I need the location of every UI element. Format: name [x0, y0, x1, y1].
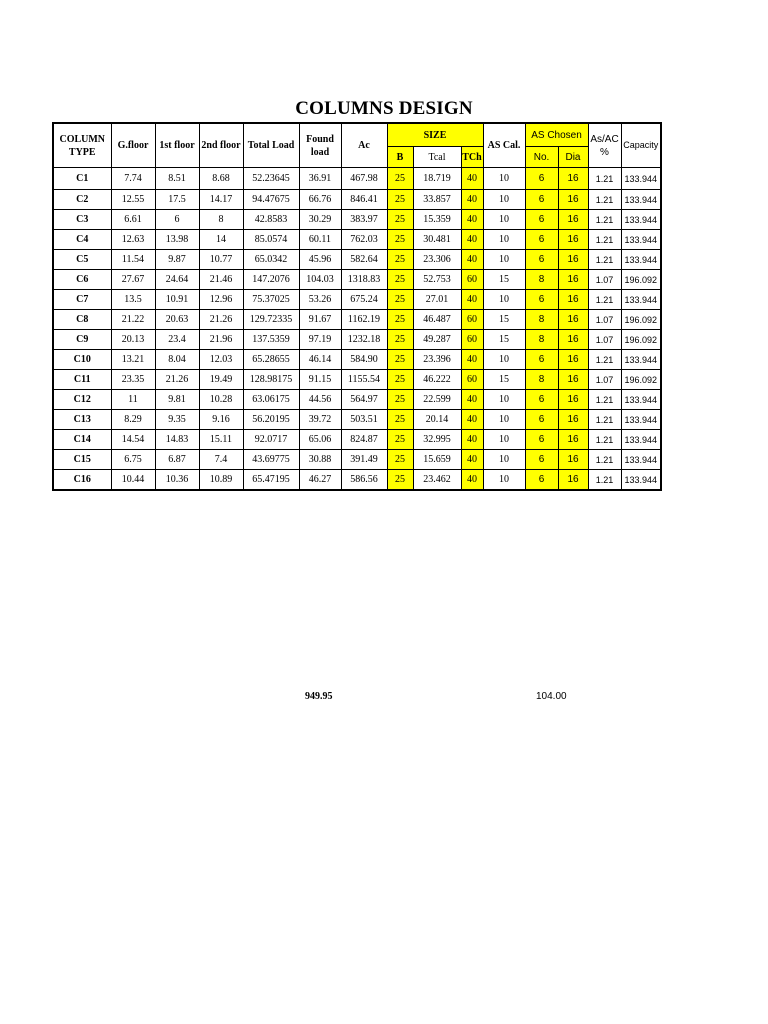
cell-dia: 16 [558, 470, 588, 491]
cell-first-floor: 21.26 [155, 370, 199, 390]
cell-as-ac: 1.07 [588, 310, 621, 330]
cell-tch: 40 [461, 470, 483, 491]
cell-column-type: C9 [53, 330, 111, 350]
cell-second-floor: 21.26 [199, 310, 243, 330]
table-row [53, 350, 661, 370]
header-g-floor: G.floor [111, 123, 155, 168]
cell-capacity: 133.944 [621, 470, 661, 491]
cell-ac: 503.51 [341, 410, 387, 430]
cell-ac: 582.64 [341, 250, 387, 270]
header-found-load: Found load [299, 123, 341, 168]
cell-found-load: 46.14 [299, 350, 341, 370]
header-capacity: Capacity [621, 123, 661, 168]
cell-capacity: 133.944 [621, 230, 661, 250]
cell-as-cal: 10 [483, 210, 525, 230]
cell-total-load: 63.06175 [243, 390, 299, 410]
cell-total-load: 52.23645 [243, 168, 299, 190]
cell-b: 25 [387, 230, 413, 250]
cell-second-floor: 8.68 [199, 168, 243, 190]
cell-ac: 1232.18 [341, 330, 387, 350]
cell-tcal: 32.995 [413, 430, 461, 450]
cell-total-load: 65.47195 [243, 470, 299, 491]
cell-ac: 1162.19 [341, 310, 387, 330]
cell-as-cal: 15 [483, 270, 525, 290]
cell-b: 25 [387, 430, 413, 450]
cell-first-floor: 24.64 [155, 270, 199, 290]
cell-g-floor: 12.63 [111, 230, 155, 250]
cell-ac: 762.03 [341, 230, 387, 250]
cell-dia: 16 [558, 390, 588, 410]
cell-column-type: C5 [53, 250, 111, 270]
cell-ac: 824.87 [341, 430, 387, 450]
cell-no: 6 [525, 430, 558, 450]
cell-total-load: 129.72335 [243, 310, 299, 330]
cell-first-floor: 14.83 [155, 430, 199, 450]
table-row [53, 410, 661, 430]
cell-dia: 16 [558, 450, 588, 470]
cell-second-floor: 8 [199, 210, 243, 230]
cell-first-floor: 17.5 [155, 190, 199, 210]
cell-tch: 40 [461, 168, 483, 190]
cell-tch: 40 [461, 190, 483, 210]
cell-as-cal: 15 [483, 370, 525, 390]
cell-g-floor: 27.67 [111, 270, 155, 290]
cell-second-floor: 7.4 [199, 450, 243, 470]
cell-no: 6 [525, 450, 558, 470]
table-body [53, 168, 661, 491]
cell-tcal: 46.222 [413, 370, 461, 390]
cell-g-floor: 6.75 [111, 450, 155, 470]
cell-tcal: 49.287 [413, 330, 461, 350]
cell-as-ac: 1.07 [588, 330, 621, 350]
cell-ac: 846.41 [341, 190, 387, 210]
cell-total-load: 137.5359 [243, 330, 299, 350]
cell-g-floor: 23.35 [111, 370, 155, 390]
cell-ac: 564.97 [341, 390, 387, 410]
cell-as-cal: 10 [483, 250, 525, 270]
cell-b: 25 [387, 168, 413, 190]
cell-first-floor: 6 [155, 210, 199, 230]
cell-column-type: C15 [53, 450, 111, 470]
header-no: No. [525, 147, 558, 168]
cell-as-cal: 15 [483, 330, 525, 350]
cell-column-type: C13 [53, 410, 111, 430]
cell-ac: 1155.54 [341, 370, 387, 390]
cell-column-type: C14 [53, 430, 111, 450]
cell-column-type: C16 [53, 470, 111, 491]
cell-as-cal: 10 [483, 450, 525, 470]
cell-tcal: 18.719 [413, 168, 461, 190]
cell-found-load: 53.26 [299, 290, 341, 310]
cell-total-load: 42.8583 [243, 210, 299, 230]
cell-found-load: 60.11 [299, 230, 341, 250]
cell-as-ac: 1.21 [588, 290, 621, 310]
cell-ac: 586.56 [341, 470, 387, 491]
cell-capacity: 133.944 [621, 250, 661, 270]
cell-tch: 40 [461, 250, 483, 270]
header-ac: Ac [341, 123, 387, 168]
cell-no: 6 [525, 250, 558, 270]
cell-column-type: C3 [53, 210, 111, 230]
cell-capacity: 196.092 [621, 330, 661, 350]
cell-dia: 16 [558, 168, 588, 190]
cell-as-cal: 10 [483, 410, 525, 430]
cell-second-floor: 15.11 [199, 430, 243, 450]
cell-g-floor: 11 [111, 390, 155, 410]
table-row [53, 450, 661, 470]
cell-as-ac: 1.21 [588, 390, 621, 410]
cell-found-load: 30.29 [299, 210, 341, 230]
cell-g-floor: 8.29 [111, 410, 155, 430]
cell-tch: 40 [461, 210, 483, 230]
cell-dia: 16 [558, 290, 588, 310]
cell-no: 8 [525, 330, 558, 350]
cell-column-type: C12 [53, 390, 111, 410]
table-row [53, 290, 661, 310]
cell-second-floor: 12.96 [199, 290, 243, 310]
cell-dia: 16 [558, 270, 588, 290]
cell-tch: 60 [461, 270, 483, 290]
cell-tcal: 52.753 [413, 270, 461, 290]
cell-as-ac: 1.21 [588, 230, 621, 250]
cell-tcal: 33.857 [413, 190, 461, 210]
cell-as-ac: 1.21 [588, 410, 621, 430]
cell-second-floor: 10.77 [199, 250, 243, 270]
cell-g-floor: 7.74 [111, 168, 155, 190]
cell-capacity: 196.092 [621, 270, 661, 290]
cell-found-load: 91.67 [299, 310, 341, 330]
cell-b: 25 [387, 190, 413, 210]
cell-capacity: 196.092 [621, 310, 661, 330]
cell-as-ac: 1.07 [588, 270, 621, 290]
page-title: COLUMNS DESIGN [295, 98, 473, 119]
table-row [53, 470, 661, 491]
cell-tcal: 30.481 [413, 230, 461, 250]
header-tch: TCh [461, 147, 483, 168]
cell-ac: 584.90 [341, 350, 387, 370]
cell-b: 25 [387, 370, 413, 390]
cell-as-ac: 1.07 [588, 370, 621, 390]
cell-column-type: C4 [53, 230, 111, 250]
cell-as-cal: 10 [483, 190, 525, 210]
cell-second-floor: 14 [199, 230, 243, 250]
cell-found-load: 45.96 [299, 250, 341, 270]
cell-tch: 40 [461, 410, 483, 430]
header-dia: Dia [558, 147, 588, 168]
cell-g-floor: 6.61 [111, 210, 155, 230]
table-row [53, 370, 661, 390]
cell-total-load: 43.69775 [243, 450, 299, 470]
cell-as-cal: 10 [483, 430, 525, 450]
cell-dia: 16 [558, 330, 588, 350]
cell-g-floor: 13.5 [111, 290, 155, 310]
cell-as-cal: 10 [483, 230, 525, 250]
cell-second-floor: 21.46 [199, 270, 243, 290]
cell-column-type: C6 [53, 270, 111, 290]
cell-b: 25 [387, 390, 413, 410]
cell-second-floor: 10.28 [199, 390, 243, 410]
cell-as-cal: 10 [483, 350, 525, 370]
cell-no: 6 [525, 410, 558, 430]
cell-g-floor: 21.22 [111, 310, 155, 330]
cell-tcal: 46.487 [413, 310, 461, 330]
cell-b: 25 [387, 450, 413, 470]
cell-tch: 40 [461, 230, 483, 250]
table-row [53, 270, 661, 290]
table-row [53, 310, 661, 330]
cell-as-cal: 15 [483, 310, 525, 330]
cell-second-floor: 12.03 [199, 350, 243, 370]
cell-dia: 16 [558, 410, 588, 430]
cell-b: 25 [387, 290, 413, 310]
cell-capacity: 133.944 [621, 390, 661, 410]
cell-g-floor: 10.44 [111, 470, 155, 491]
cell-tcal: 20.14 [413, 410, 461, 430]
cell-found-load: 36.91 [299, 168, 341, 190]
cell-b: 25 [387, 350, 413, 370]
cell-second-floor: 14.17 [199, 190, 243, 210]
cell-found-load: 30.88 [299, 450, 341, 470]
cell-found-load: 104.03 [299, 270, 341, 290]
cell-dia: 16 [558, 350, 588, 370]
cell-found-load: 91.15 [299, 370, 341, 390]
cell-no: 6 [525, 290, 558, 310]
cell-first-floor: 8.51 [155, 168, 199, 190]
cell-ac: 391.49 [341, 450, 387, 470]
cell-dia: 16 [558, 230, 588, 250]
cell-first-floor: 23.4 [155, 330, 199, 350]
cell-b: 25 [387, 210, 413, 230]
cell-b: 25 [387, 330, 413, 350]
cell-column-type: C8 [53, 310, 111, 330]
cell-ac: 467.98 [341, 168, 387, 190]
cell-g-floor: 11.54 [111, 250, 155, 270]
cell-tcal: 15.359 [413, 210, 461, 230]
header-second-floor: 2nd floor [199, 123, 243, 168]
cell-tch: 60 [461, 310, 483, 330]
cell-capacity: 133.944 [621, 290, 661, 310]
header-as-cal: AS Cal. [483, 123, 525, 168]
cell-first-floor: 9.87 [155, 250, 199, 270]
cell-no: 6 [525, 390, 558, 410]
header-column-type: COLUMN TYPE [53, 123, 111, 168]
cell-dia: 16 [558, 430, 588, 450]
cell-as-ac: 1.21 [588, 350, 621, 370]
cell-dia: 16 [558, 210, 588, 230]
cell-tcal: 27.01 [413, 290, 461, 310]
cell-tch: 40 [461, 390, 483, 410]
cell-b: 25 [387, 410, 413, 430]
cell-tch: 40 [461, 350, 483, 370]
header-b: B [387, 147, 413, 168]
cell-column-type: C7 [53, 290, 111, 310]
columns-design-table [52, 122, 662, 491]
cell-second-floor: 9.16 [199, 410, 243, 430]
cell-found-load: 97.19 [299, 330, 341, 350]
cell-tch: 40 [461, 290, 483, 310]
cell-column-type: C11 [53, 370, 111, 390]
cell-dia: 16 [558, 370, 588, 390]
table-row [53, 210, 661, 230]
cell-found-load: 66.76 [299, 190, 341, 210]
cell-no: 6 [525, 230, 558, 250]
header-first-floor: 1st floor [155, 123, 199, 168]
cell-found-load: 65.06 [299, 430, 341, 450]
cell-total-load: 75.37025 [243, 290, 299, 310]
cell-total-load: 65.0342 [243, 250, 299, 270]
cell-total-load: 85.0574 [243, 230, 299, 250]
cell-no: 6 [525, 470, 558, 491]
cell-no: 6 [525, 190, 558, 210]
cell-first-floor: 9.35 [155, 410, 199, 430]
cell-b: 25 [387, 470, 413, 491]
cell-b: 25 [387, 270, 413, 290]
cell-column-type: C1 [53, 168, 111, 190]
cell-second-floor: 10.89 [199, 470, 243, 491]
cell-as-ac: 1.21 [588, 250, 621, 270]
cell-first-floor: 20.63 [155, 310, 199, 330]
cell-b: 25 [387, 310, 413, 330]
cell-b: 25 [387, 250, 413, 270]
table-row [53, 390, 661, 410]
cell-no: 6 [525, 210, 558, 230]
cell-g-floor: 14.54 [111, 430, 155, 450]
cell-found-load: 46.27 [299, 470, 341, 491]
cell-first-floor: 10.36 [155, 470, 199, 491]
cell-capacity: 133.944 [621, 410, 661, 430]
cell-as-ac: 1.21 [588, 210, 621, 230]
cell-no: 6 [525, 350, 558, 370]
cell-dia: 16 [558, 190, 588, 210]
cell-g-floor: 20.13 [111, 330, 155, 350]
cell-first-floor: 6.87 [155, 450, 199, 470]
cell-total-load: 65.28655 [243, 350, 299, 370]
cell-capacity: 133.944 [621, 210, 661, 230]
cell-tcal: 22.599 [413, 390, 461, 410]
cell-ac: 1318.83 [341, 270, 387, 290]
header-total-load: Total Load [243, 123, 299, 168]
table-row [53, 250, 661, 270]
cell-as-cal: 10 [483, 168, 525, 190]
cell-first-floor: 13.98 [155, 230, 199, 250]
cell-total-load: 147.2076 [243, 270, 299, 290]
cell-tch: 40 [461, 430, 483, 450]
cell-as-cal: 10 [483, 390, 525, 410]
cell-no: 6 [525, 168, 558, 190]
table-row [53, 330, 661, 350]
cell-capacity: 133.944 [621, 430, 661, 450]
cell-tcal: 23.306 [413, 250, 461, 270]
cell-dia: 16 [558, 310, 588, 330]
cell-capacity: 196.092 [621, 370, 661, 390]
cell-found-load: 44.56 [299, 390, 341, 410]
header-tcal: Tcal [413, 147, 461, 168]
cell-total-load: 92.0717 [243, 430, 299, 450]
cell-tcal: 23.396 [413, 350, 461, 370]
cell-no: 8 [525, 270, 558, 290]
cell-capacity: 133.944 [621, 350, 661, 370]
ac-total: 949.95 [305, 691, 333, 702]
cell-as-cal: 10 [483, 290, 525, 310]
cell-first-floor: 10.91 [155, 290, 199, 310]
cell-found-load: 39.72 [299, 410, 341, 430]
cell-first-floor: 9.81 [155, 390, 199, 410]
cell-column-type: C2 [53, 190, 111, 210]
cell-as-ac: 1.21 [588, 450, 621, 470]
cell-second-floor: 19.49 [199, 370, 243, 390]
cell-as-ac: 1.21 [588, 470, 621, 491]
cell-dia: 16 [558, 250, 588, 270]
table-row [53, 430, 661, 450]
found-total: 104.00 [536, 691, 567, 702]
cell-tch: 60 [461, 330, 483, 350]
cell-tch: 60 [461, 370, 483, 390]
cell-as-ac: 1.21 [588, 168, 621, 190]
cell-ac: 675.24 [341, 290, 387, 310]
cell-capacity: 133.944 [621, 168, 661, 190]
cell-as-ac: 1.21 [588, 190, 621, 210]
cell-total-load: 94.47675 [243, 190, 299, 210]
cell-g-floor: 13.21 [111, 350, 155, 370]
cell-tch: 40 [461, 450, 483, 470]
cell-capacity: 133.944 [621, 450, 661, 470]
cell-as-cal: 10 [483, 470, 525, 491]
table-row [53, 168, 661, 190]
cell-column-type: C10 [53, 350, 111, 370]
cell-no: 8 [525, 370, 558, 390]
table-row [53, 190, 661, 210]
cell-g-floor: 12.55 [111, 190, 155, 210]
header-as-ac: As/AC % [588, 123, 621, 168]
cell-no: 8 [525, 310, 558, 330]
cell-total-load: 128.98175 [243, 370, 299, 390]
cell-capacity: 133.944 [621, 190, 661, 210]
cell-total-load: 56.20195 [243, 410, 299, 430]
cell-ac: 383.97 [341, 210, 387, 230]
cell-tcal: 15.659 [413, 450, 461, 470]
header-size: SIZE [387, 123, 483, 147]
cell-first-floor: 8.04 [155, 350, 199, 370]
table-row [53, 230, 661, 250]
cell-as-ac: 1.21 [588, 430, 621, 450]
header-as-chosen: AS Chosen [525, 123, 588, 147]
cell-tcal: 23.462 [413, 470, 461, 491]
cell-second-floor: 21.96 [199, 330, 243, 350]
